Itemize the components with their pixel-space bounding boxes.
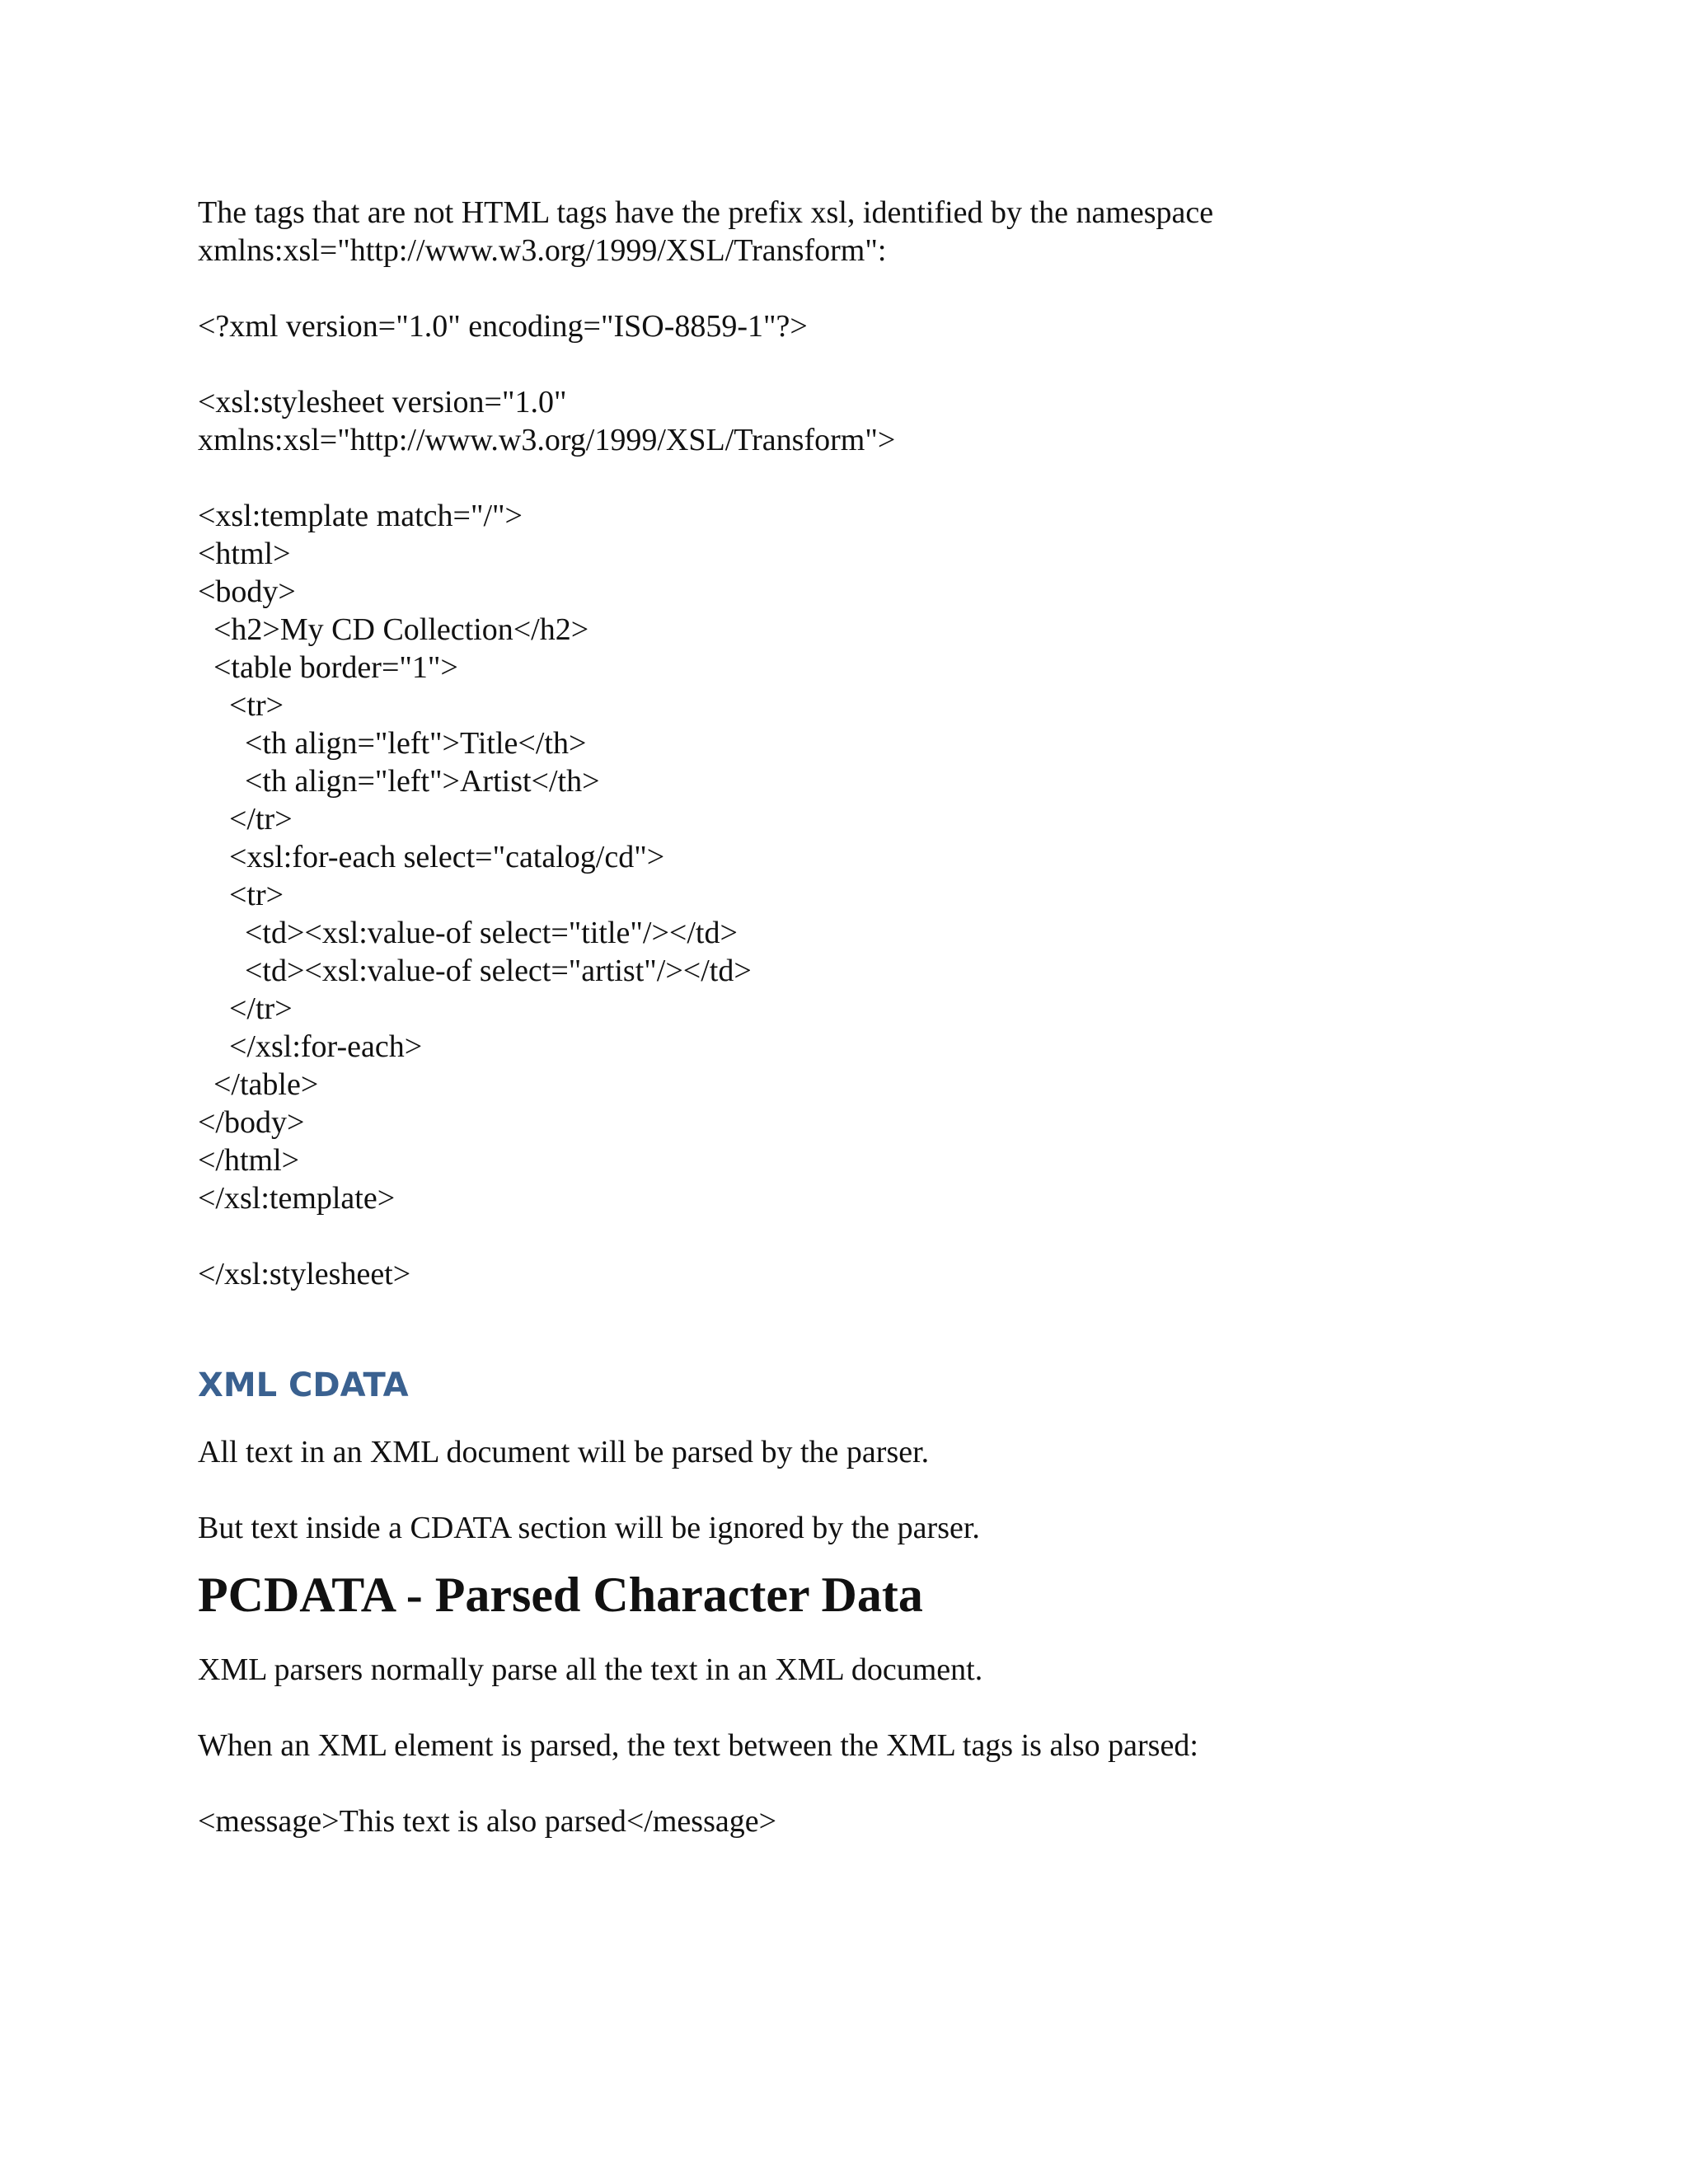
intro-line-1: The tags that are not HTML tags have the prefix xsl, identified by the namespace xyxy=(198,195,1214,230)
code-line: <tr> xyxy=(198,878,284,912)
code-line: <table border="1"> xyxy=(198,650,458,685)
cdata-paragraph-2: But text inside a CDATA section will be ignored by the parser. xyxy=(198,1511,980,1545)
code-line: <td><xsl:value-of select="artist"/></td> xyxy=(198,954,752,988)
xml-declaration: <?xml version="1.0" encoding="ISO-8859-1"?> xyxy=(198,309,808,344)
template-code-block xyxy=(198,497,1533,1217)
code-line: </tr> xyxy=(198,802,293,837)
code-line: <h2>My CD Collection</h2> xyxy=(198,612,589,647)
code-line: <xsl:template match="/"> xyxy=(198,499,523,533)
code-line: </html> xyxy=(198,1143,300,1178)
intro-paragraph xyxy=(198,194,1533,269)
code-line: <body> xyxy=(198,574,296,609)
section-heading-cdata: XML CDATA xyxy=(198,1366,409,1404)
code-line: <xsl:for-each select="catalog/cd"> xyxy=(198,840,665,874)
intro-line-2: xmlns:xsl="http://www.w3.org/1999/XSL/Transform": xyxy=(198,233,887,268)
code-line: <th align="left">Title</th> xyxy=(198,726,587,761)
code-line: <th align="left">Artist</th> xyxy=(198,764,600,799)
code-line: </xsl:template> xyxy=(198,1181,396,1216)
code-line: <td><xsl:value-of select="title"/></td> xyxy=(198,916,738,950)
page-content xyxy=(198,194,1533,1840)
pcdata-example: <message>This text is also parsed</message> xyxy=(198,1804,777,1839)
code-line: </xsl:for-each> xyxy=(198,1029,423,1064)
stylesheet-open-line-2: xmlns:xsl="http://www.w3.org/1999/XSL/Transform"> xyxy=(198,423,896,457)
stylesheet-open-line-1: <xsl:stylesheet version="1.0" xyxy=(198,385,567,419)
pcdata-paragraph-2: When an XML element is parsed, the text between the XML tags is also parsed: xyxy=(198,1728,1198,1763)
code-line: </tr> xyxy=(198,991,293,1026)
code-line: <html> xyxy=(198,537,291,571)
section-heading-pcdata: PCDATA - Parsed Character Data xyxy=(198,1568,923,1622)
code-line: </table> xyxy=(198,1067,319,1102)
code-line: </body> xyxy=(198,1105,305,1140)
stylesheet-close: </xsl:stylesheet> xyxy=(198,1257,411,1291)
pcdata-paragraph-1: XML parsers normally parse all the text in an XML document. xyxy=(198,1652,983,1687)
stylesheet-open xyxy=(198,383,1533,459)
code-line: <tr> xyxy=(198,688,284,723)
section-spacer xyxy=(198,1293,1533,1362)
cdata-paragraph-1: All text in an XML document will be parsed by the parser. xyxy=(198,1435,930,1469)
